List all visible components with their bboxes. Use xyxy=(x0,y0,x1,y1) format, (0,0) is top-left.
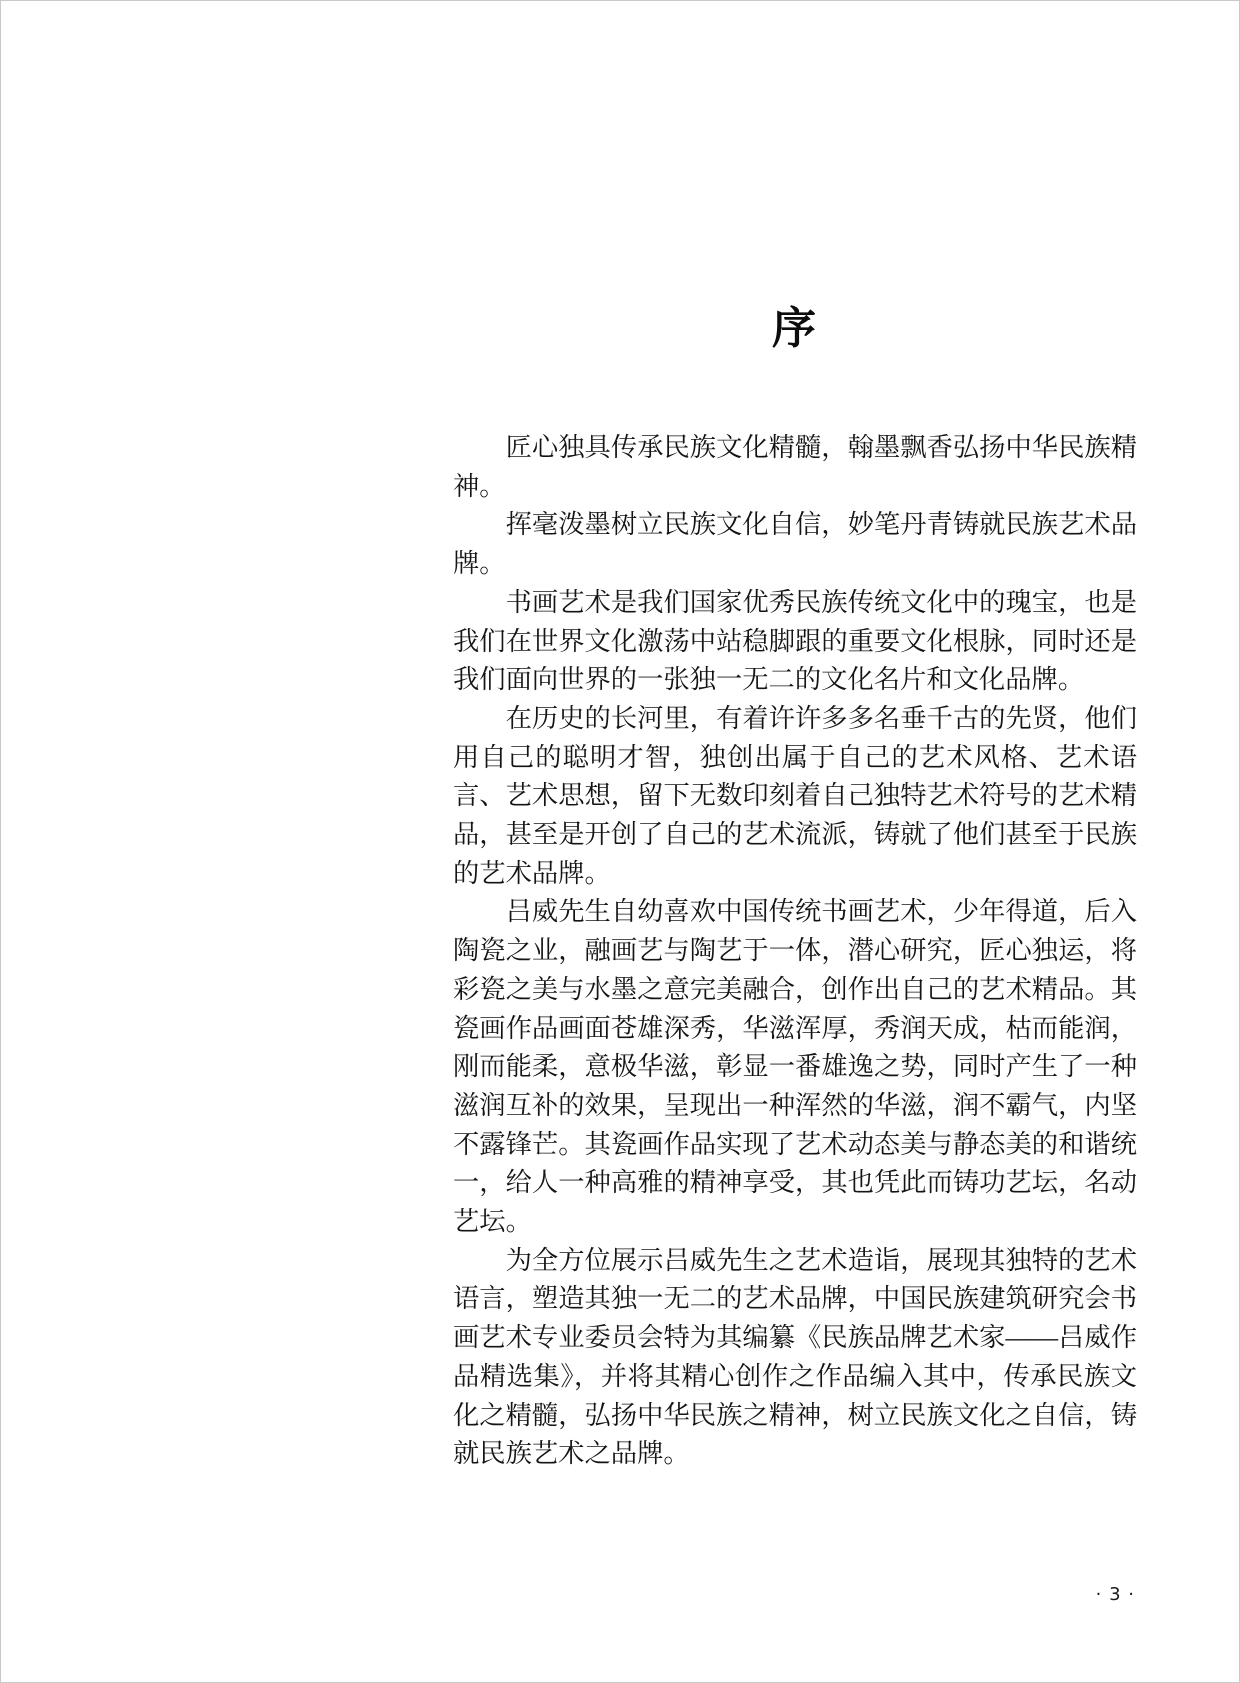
paragraph: 吕威先生自幼喜欢中国传统书画艺术，少年得道，后入陶瓷之业，融画艺与陶艺于一体，潜心研究，匠心独运，将彩瓷之美与水墨之意完美融合，创作出自己的艺术精品。其瓷画作品画面苍雄深秀，华滋浑厚，秀润天成，枯而能润，刚而能柔，意极华滋，彰显一番雄逸之势，同时产生了一种滋润互补的效果，呈现出一种浑然的华滋，润不霸气，内坚不露锋芒。其瓷画作品实现了艺术动态美与静态美的和谐统一，给人一种高雅的精神享受，其也凭此而铸功艺坛，名动艺坛。 xyxy=(453,897,1137,1237)
preface-body xyxy=(453,429,1137,1474)
paragraph: 书画艺术是我们国家优秀民族传统文化中的瑰宝，也是我们在世界文化激荡中站稳脚跟的重要文化根脉，同时还是我们面向世界的一张独一无二的文化名片和文化品牌。 xyxy=(453,587,1137,695)
page-title: 序 xyxy=(772,304,818,353)
paragraph: 挥毫泼墨树立民族文化自信，妙笔丹青铸就民族艺术品牌。 xyxy=(453,510,1137,579)
paragraph: 为全方位展示吕威先生之艺术造诣，展现其独特的艺术语言，塑造其独一无二的艺术品牌，中国民族建筑研究会书画艺术专业委员会特为其编纂《民族品牌艺术家——吕威作品精选集》，并将其精心创作之作品编入其中，传承民族文化之精髓，弘扬中华民族之精神，树立民族文化之自信，铸就民族艺术之品牌。 xyxy=(453,1245,1137,1469)
paragraph: 在历史的长河里，有着许许多多名垂千古的先贤，他们用自己的聪明才智，独创出属于自己的艺术风格、艺术语言、艺术思想，留下无数印刻着自己独特艺术符号的艺术精品，甚至是开创了自己的艺术流派，铸就了他们甚至于民族的艺术品牌。 xyxy=(453,703,1137,888)
paragraph: 匠心独具传承民族文化精髓，翰墨飘香弘扬中华民族精神。 xyxy=(453,433,1137,501)
page-number: · 3 · xyxy=(1095,1584,1135,1605)
